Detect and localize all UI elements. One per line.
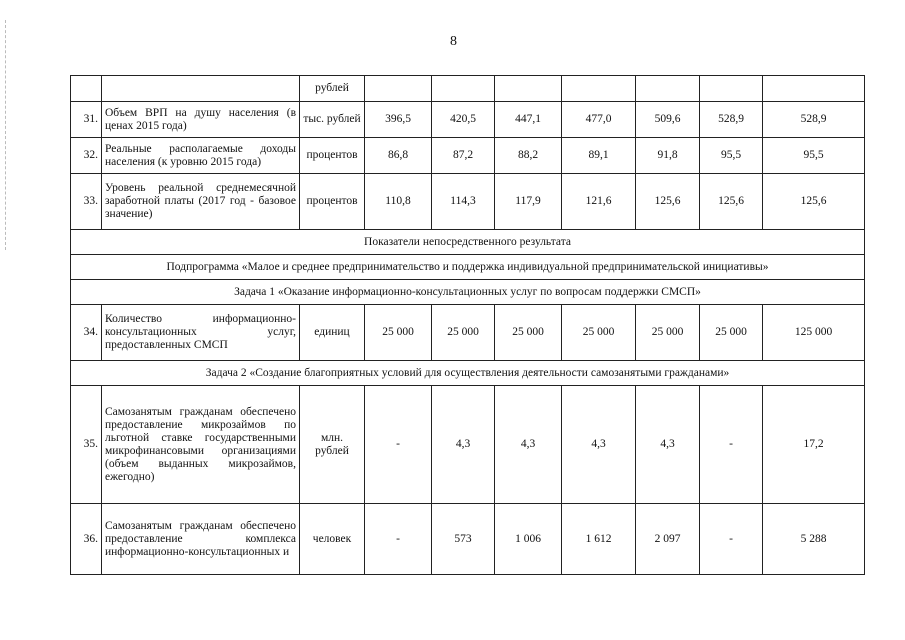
value-cell: 125,6 (700, 174, 763, 230)
unit-cell: тыс. рублей (300, 102, 365, 138)
value-cell: 87,2 (432, 138, 495, 174)
value-cell: 89,1 (562, 138, 636, 174)
subprogram-heading: Подпрограмма «Малое и среднее предпринимательство и поддержка индивидуальной предпринимательской инициативы» (71, 255, 865, 280)
value-cell: 4,3 (636, 386, 700, 504)
row-number: 33. (71, 174, 102, 230)
unit-cell: процентов (300, 174, 365, 230)
value-cell: 4,3 (562, 386, 636, 504)
row-number: 35. (71, 386, 102, 504)
indicator-name: Объем ВРП на душу населения (в ценах 2015 года) (102, 102, 300, 138)
binding-edge (5, 20, 6, 250)
value-cell: 117,9 (495, 174, 562, 230)
value-cell: 25 000 (432, 305, 495, 361)
value-cell: - (365, 386, 432, 504)
value-cell: 2 097 (636, 504, 700, 575)
table-row (71, 102, 865, 138)
value-cell: 573 (432, 504, 495, 575)
value-cell: 125,6 (763, 174, 865, 230)
unit-cell: единиц (300, 305, 365, 361)
subprogram-row (71, 255, 865, 280)
unit-cell: млн. рублей (300, 386, 365, 504)
value-cell: 509,6 (636, 102, 700, 138)
task-heading: Задача 1 «Оказание информационно-консультационных услуг по вопросам поддержки СМСП» (71, 280, 865, 305)
value-cell: 5 288 (763, 504, 865, 575)
table-row (71, 305, 865, 361)
value-cell: 114,3 (432, 174, 495, 230)
table-row (71, 76, 865, 102)
value-cell: 477,0 (562, 102, 636, 138)
value-cell: 95,5 (763, 138, 865, 174)
value-cell: 25 000 (636, 305, 700, 361)
value-cell: 125 000 (763, 305, 865, 361)
value-cell: 528,9 (763, 102, 865, 138)
value-cell: 110,8 (365, 174, 432, 230)
value-cell: - (700, 504, 763, 575)
indicator-name: Самозанятым гражданам обеспечено предоставление комплекса информационно-консультационных и (102, 504, 300, 575)
indicator-name: Уровень реальной среднемесячной заработной платы (2017 год - базовое значение) (102, 174, 300, 230)
value-cell: 25 000 (700, 305, 763, 361)
value-cell: 4,3 (495, 386, 562, 504)
value-cell: 25 000 (495, 305, 562, 361)
unit-cell: рублей (300, 76, 365, 102)
row-number: 34. (71, 305, 102, 361)
row-number: 31. (71, 102, 102, 138)
indicators-table (70, 75, 865, 575)
value-cell: - (700, 386, 763, 504)
value-cell: 121,6 (562, 174, 636, 230)
indicator-name: Реальные располагаемые доходы населения (к уровню 2015 года) (102, 138, 300, 174)
table-row (71, 386, 865, 504)
table-row (71, 174, 865, 230)
value-cell: 88,2 (495, 138, 562, 174)
value-cell: 125,6 (636, 174, 700, 230)
unit-cell: человек (300, 504, 365, 575)
value-cell: 396,5 (365, 102, 432, 138)
value-cell: 1 612 (562, 504, 636, 575)
row-number: 36. (71, 504, 102, 575)
value-cell: 17,2 (763, 386, 865, 504)
row-number: 32. (71, 138, 102, 174)
table-row (71, 138, 865, 174)
value-cell: 447,1 (495, 102, 562, 138)
value-cell: - (365, 504, 432, 575)
task-heading: Задача 2 «Создание благоприятных условий для осуществления деятельности самозанятыми гражданами» (71, 361, 865, 386)
value-cell: 95,5 (700, 138, 763, 174)
value-cell: 86,8 (365, 138, 432, 174)
indicator-name: Самозанятым гражданам обеспечено предоставление микрозаймов по льготной ставке государственными микрофинансовыми организациями (объем выданных микрозаймов, ежегодно) (102, 386, 300, 504)
page-number: 8 (450, 34, 457, 49)
section-heading: Показатели непосредственного результата (71, 230, 865, 255)
value-cell: 1 006 (495, 504, 562, 575)
value-cell: 91,8 (636, 138, 700, 174)
task-row (71, 361, 865, 386)
value-cell: 4,3 (432, 386, 495, 504)
value-cell: 528,9 (700, 102, 763, 138)
task-row (71, 280, 865, 305)
value-cell: 25 000 (365, 305, 432, 361)
value-cell: 25 000 (562, 305, 636, 361)
indicator-name: Количество информационно-консультационных услуг, предоставленных СМСП (102, 305, 300, 361)
unit-cell: процентов (300, 138, 365, 174)
section-row (71, 230, 865, 255)
value-cell: 420,5 (432, 102, 495, 138)
table-row (71, 504, 865, 575)
